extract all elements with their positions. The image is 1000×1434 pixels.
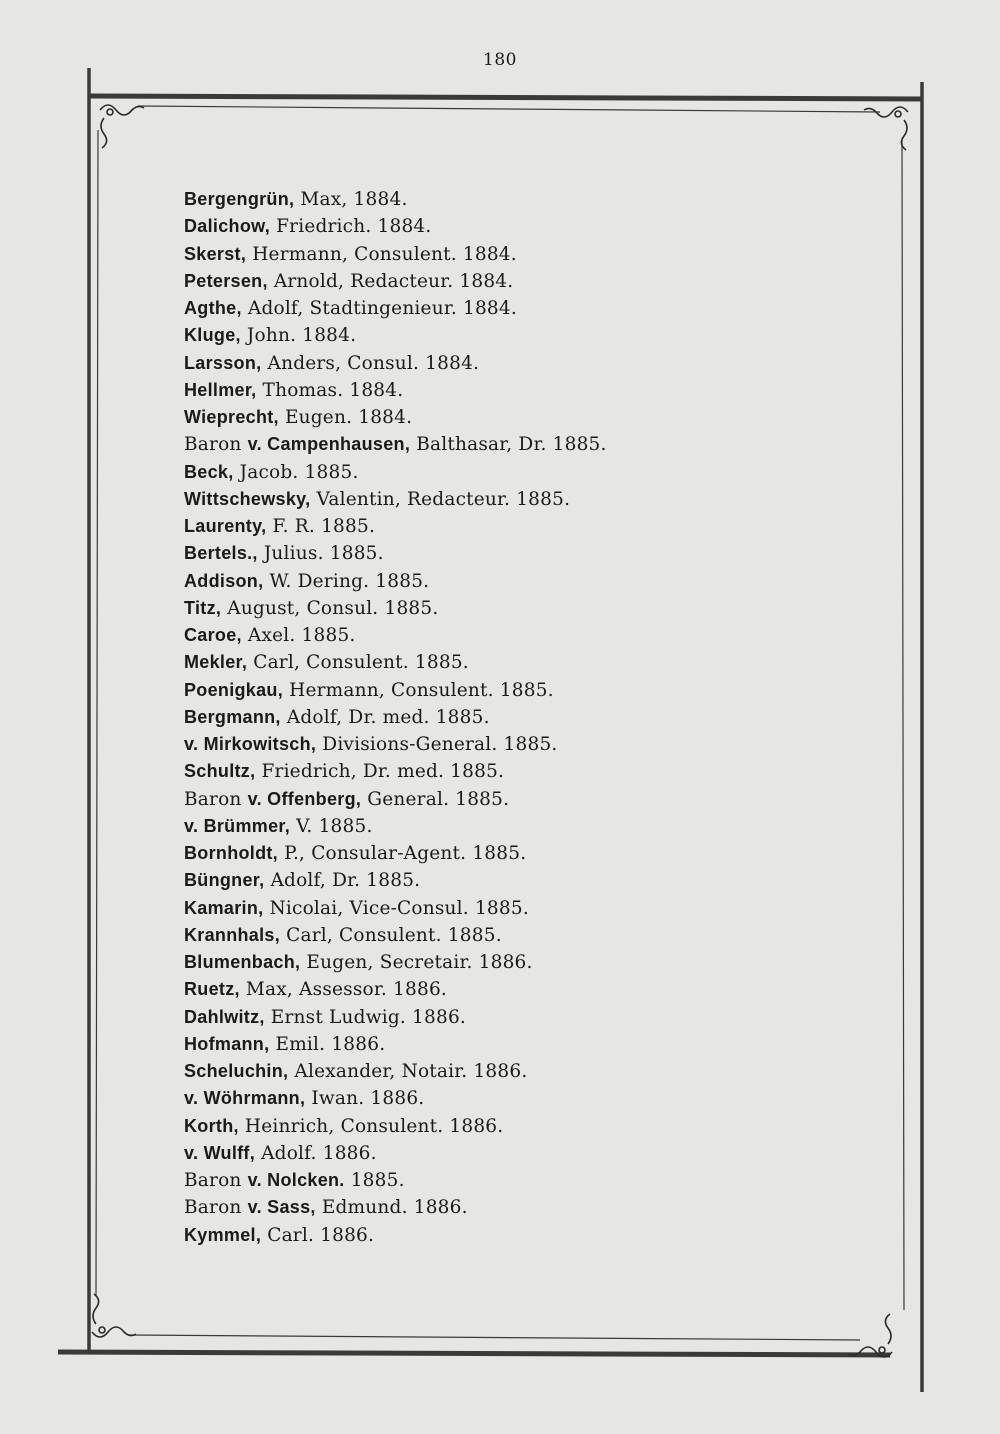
entry-prefix: Baron [184,1197,248,1219]
entry-name: Mekler, [184,652,248,673]
list-item [184,486,784,513]
list-item [184,568,784,595]
corner-ornament-top-left-icon [100,105,144,148]
entry-prefix: Baron [184,788,248,810]
entry-name: Beck, [184,461,234,482]
list-item [184,377,784,404]
entry-name: Bornholdt, [184,843,278,863]
entry-name: Dalichow, [184,216,271,237]
entry-name: v. Wöhrmann, [184,1088,306,1109]
entry-details: Eugen, Secretair. 1886. [300,952,533,973]
list-item [184,1004,784,1031]
entry-name: Krannhals, [184,924,281,945]
list-item [184,895,784,922]
entry-details: Divisions-General. 1885. [316,734,558,755]
entry-name: Agthe, [184,298,242,318]
member-list [184,186,784,1249]
entry-details: Balthasar, Dr. 1885. [410,434,607,456]
entry-name: Skerst, [184,243,247,264]
entry-prefix: Baron [184,434,248,456]
entry-name: v. Brümmer, [184,815,291,836]
entry-name: Hellmer, [184,379,257,400]
list-item [184,241,784,268]
entry-name: Blumenbach, [184,952,301,972]
entry-details: 1885. [344,1170,405,1191]
entry-name: v. Nolcken. [247,1170,345,1190]
entry-details: P., Consular-Agent. 1885. [277,843,527,864]
list-item [184,513,784,540]
entry-name: Poenigkau, [184,679,284,700]
list-item [184,1113,784,1140]
entry-details: Max, 1884. [294,189,408,210]
entry-name: v. Mirkowitsch, [184,734,317,754]
entry-details: Julius. 1885. [257,543,384,565]
corner-ornament-top-right-icon [864,107,908,150]
list-item [184,704,784,731]
list-item [184,459,784,486]
list-item [184,976,784,1003]
entry-details: Edmund. 1886. [315,1197,468,1219]
entry-details: F. R. 1885. [266,516,376,537]
entry-name: v. Offenberg, [247,788,362,809]
entry-name: Addison, [184,570,264,591]
page-number: 180 [483,50,517,70]
entry-details: Eugen. 1884. [278,407,413,428]
entry-details: Adolf, Stadtingenieur. 1884. [241,298,517,319]
entry-name: Petersen, [184,270,268,291]
entry-details: W. Dering. 1885. [263,570,430,592]
list-item [184,649,784,676]
entry-name: Caroe, [184,625,242,645]
list-item [184,922,784,949]
list-item [184,431,784,458]
entry-details: General. 1885. [361,788,510,810]
list-item [184,1031,784,1058]
entry-name: Titz, [184,597,222,618]
entry-details: Carl, Consulent. 1885. [247,652,469,674]
list-item [184,786,784,813]
entry-details: Max, Assessor. 1886. [239,979,448,1001]
list-item [184,1167,784,1194]
entry-details: Hermann, Consulent. 1885. [283,679,554,701]
entry-details: Friedrich, Dr. med. 1885. [255,761,505,783]
list-item [184,758,784,785]
entry-details: Thomas. 1884. [256,379,404,401]
entry-name: Dahlwitz, [184,1006,265,1027]
list-item [184,1194,784,1221]
entry-details: Alexander, Notair. 1886. [288,1061,528,1082]
list-item [184,731,784,758]
list-item [184,186,784,213]
list-item [184,595,784,622]
entry-details: Axel. 1885. [241,625,356,646]
entry-name: Scheluchin, [184,1061,289,1081]
list-item [184,1222,784,1249]
corner-ornament-bottom-right-icon [848,1314,892,1357]
entry-details: Adolf, Dr. med. 1885. [280,706,490,728]
entry-name: Bergengrün, [184,189,295,209]
entry-name: Schultz, [184,761,256,782]
entry-name: v. Campenhausen, [247,434,411,455]
entry-details: Anders, Consul. 1884. [261,352,480,374]
list-item [184,540,784,567]
entry-details: Nicolai, Vice-Consul. 1885. [263,897,529,919]
entry-details: Heinrich, Consulent. 1886. [238,1115,504,1137]
list-item [184,1085,784,1112]
list-item [184,322,784,349]
entry-name: Ruetz, [184,979,240,1000]
entry-details: Jacob. 1885. [233,461,359,483]
entry-name: Bergmann, [184,706,281,727]
entry-name: Larsson, [184,352,262,373]
entry-details: John. 1884. [240,325,357,347]
entry-details: Carl. 1886. [261,1224,375,1246]
entry-name: v. Sass, [247,1197,316,1218]
list-item [184,867,784,894]
list-item [184,840,784,867]
entry-name: Kluge, [184,325,241,346]
entry-details: Adolf, Dr. 1885. [264,870,421,892]
list-item [184,677,784,704]
entry-details: Hermann, Consulent. 1884. [246,243,517,265]
corner-ornament-bottom-left-icon [92,1294,136,1337]
entry-name: Kymmel, [184,1224,262,1245]
entry-name: Wieprecht, [184,407,279,427]
entry-details: Iwan. 1886. [305,1088,425,1110]
list-item [184,1140,784,1167]
entry-details: Ernst Ludwig. 1886. [264,1006,467,1028]
entry-details: Valentin, Redacteur. 1885. [310,488,571,510]
entry-name: Kamarin, [184,897,264,918]
entry-name: Laurenty, [184,516,267,536]
list-item [184,268,784,295]
list-item [184,813,784,840]
entry-details: August, Consul. 1885. [221,597,439,619]
list-item [184,404,784,431]
entry-name: Bertels., [184,543,258,564]
entry-details: Adolf. 1886. [255,1142,377,1164]
entry-details: Carl, Consulent. 1885. [280,924,502,946]
entry-details: Arnold, Redacteur. 1884. [267,270,514,292]
entry-details: Emil. 1886. [269,1033,386,1055]
entry-details: Friedrich. 1884. [270,216,432,238]
list-item [184,350,784,377]
list-item [184,213,784,240]
entry-name: Hofmann, [184,1033,270,1054]
entry-details: V. 1885. [290,815,373,837]
list-item [184,295,784,322]
entry-name: Korth, [184,1115,239,1136]
entry-name: Wittschewsky, [184,488,311,509]
entry-prefix: Baron [184,1170,248,1191]
list-item [184,1058,784,1085]
entry-name: Büngner, [184,870,265,891]
list-item [184,949,784,976]
entry-name: v. Wulff, [184,1142,256,1163]
list-item [184,622,784,649]
